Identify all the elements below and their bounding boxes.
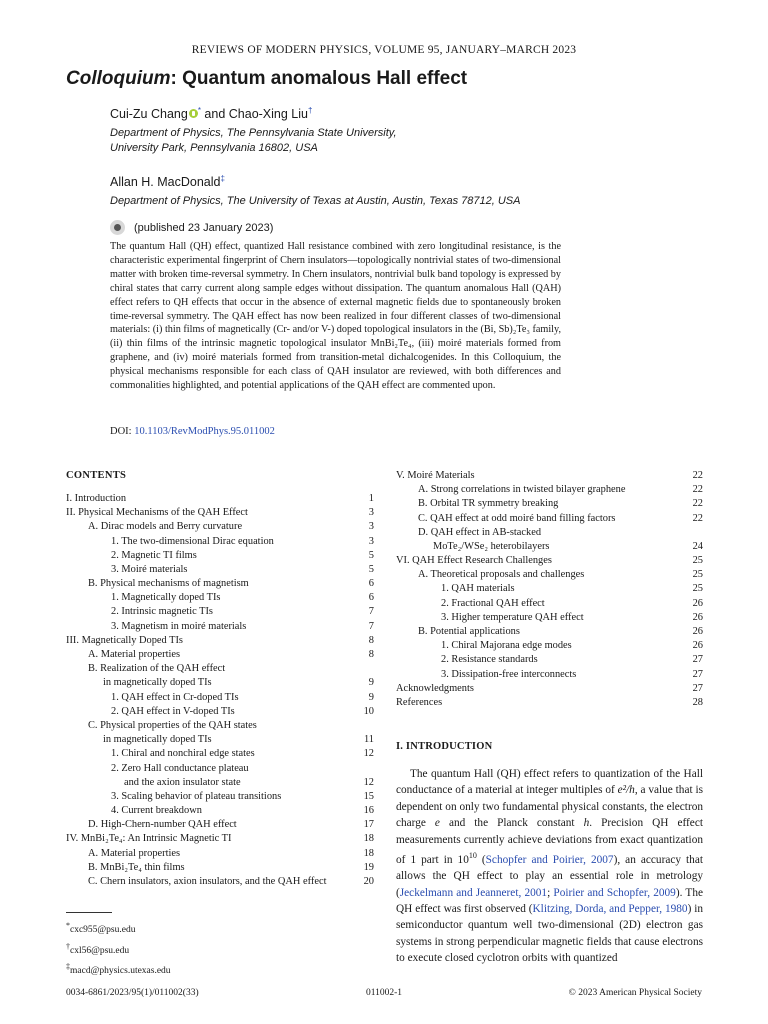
toc-entry-title: C. Physical properties of the QAH states [88,719,257,731]
toc-entry-page: 15 [363,790,374,802]
affiliation-ut-austin [110,194,520,209]
author-line-1 [110,106,312,121]
toc-entry-title: B. Orbital TR symmetry breaking [418,498,559,510]
toc-entry[interactable] [66,705,374,719]
footer-page-number: 011002-1 [365,988,403,998]
toc-entry-title: D. High-Chern-number QAH effect [88,819,237,831]
toc-entry[interactable] [396,682,703,696]
toc-entry-title: 1. Chiral Majorana edge modes [441,640,572,652]
footnote-mark: † [66,941,70,951]
toc-entry-page: 28 [692,696,703,708]
toc-entry[interactable] [396,583,703,597]
author-mark-2[interactable]: † [307,106,313,115]
toc-entry-title: 1. The two-dimensional Dirac equation [111,535,274,547]
article-title [66,68,467,90]
abstract-text: , (iii) moiré materials formed from graphene, and (iv) moiré materials formed from transition-metal dichalcogenides. In this Colloquium, the physical mechanisms responsible for each class of QAH insulator are reviewed, with both differences and commonalities highlighted, and potential applications of the QAH effect are commented upon. [110,338,561,392]
toc-entry-title: C. Chern insulators, axion insulators, and the QAH effect [88,876,327,888]
toc-entry[interactable] [66,719,374,733]
toc-entry[interactable] [396,497,703,511]
toc-entry-title: in magnetically doped TIs [103,734,212,746]
toc-entry-page: 17 [363,819,374,831]
exponent: 10 [468,851,477,861]
toc-entry-page: 25 [692,583,703,595]
toc-entry-title: 4. Current breakdown [111,805,202,817]
toc-entry[interactable] [396,653,703,667]
toc-entry-title: B. Potential applications [418,626,520,638]
toc-entry-title: References [396,696,443,708]
title-main: : Quantum anomalous Hall effect [170,68,468,89]
toc-entry-title: 3. Magnetism in moiré materials [111,620,247,632]
toc-entry-page: 27 [692,654,703,666]
toc-entry[interactable] [66,591,374,605]
toc-entry-title: 3. Moiré materials [111,563,188,575]
abstract-text: family, (ii) thin films of the intrinsic magnetic topological insulator [110,324,561,350]
toc-entry[interactable] [66,506,374,520]
toc-entry[interactable] [66,535,374,549]
toc-entry[interactable] [66,790,374,804]
toc-entry-page: 22 [692,512,703,524]
toc-entry-title: 2. QAH effect in V-doped TIs [111,705,235,717]
orcid-icon[interactable] [189,109,198,118]
toc-entry[interactable] [66,662,374,676]
toc-entry[interactable] [396,512,703,526]
section-heading-introduction: I. INTRODUCTION [396,741,493,752]
toc-entry-page: 9 [368,677,374,689]
toc-entry-title: in magnetically doped TIs [103,677,212,689]
toc-entry-title: B. Realization of the QAH effect [88,663,226,675]
toc-entry-page: 19 [363,861,374,873]
author-chang: Cui-Zu Chang [110,107,188,122]
toc-entry-title: 1. QAH materials [441,583,515,595]
contents-list-right [396,469,703,710]
author-line-2 [110,174,225,189]
toc-entry[interactable] [66,648,374,662]
toc-entry[interactable] [396,469,703,483]
title-prefix: Colloquium [66,68,171,89]
toc-entry-title: A. Strong correlations in twisted bilayer graphene [418,484,626,496]
footnote-item [66,959,171,980]
toc-entry-title: Acknowledgments [396,682,474,694]
toc-entry[interactable] [66,492,374,506]
footnotes [66,918,171,980]
toc-entry-page: 5 [368,563,374,575]
toc-entry[interactable] [66,549,374,563]
check-for-updates-icon[interactable] [110,220,125,235]
toc-entry[interactable] [396,696,703,710]
toc-entry-title: III. Magnetically Doped TIs [66,634,183,646]
toc-entry-page: 26 [692,597,703,609]
toc-entry[interactable] [66,804,374,818]
toc-entry-title: 1. Chiral and nonchiral edge states [111,748,255,760]
toc-entry-page: 5 [368,549,374,561]
toc-entry-title: MoTe₂/WSe₂ heterobilayers [433,540,550,552]
toc-entry[interactable] [396,568,703,582]
body-text: . Precision QH effect measurements currently achieve deviations from exact quantization of 1 part in 10 [396,817,703,866]
toc-entry-title: B. MnBi₂Te₄ thin films [88,861,185,873]
toc-entry-page: 25 [692,555,703,567]
footnote-email[interactable]: cxc955@psu.edu [70,925,136,936]
author-mark-3[interactable]: ‡ [220,174,225,183]
toc-entry-title: 2. Magnetic TI films [111,549,197,561]
toc-entry-page: 26 [692,640,703,652]
published-text: (published 23 January 2023) [134,221,274,234]
body-text: ) in semiconductor quantum well two-dimensional (2D) electron gas systems in strong perpendicular magnetic fields that cause electrons to execute closed cyclotron orbits with quantized [396,903,704,965]
citation-link[interactable]: Poirier and Schopfer, 2009 [553,886,676,899]
toc-entry[interactable] [66,634,374,648]
toc-entry[interactable] [66,762,374,776]
footnote-email[interactable]: cxl56@psu.edu [70,945,130,956]
toc-entry-title: 2. Zero Hall conductance plateau [111,762,249,774]
toc-entry-page: 7 [368,606,374,618]
formula-bisbte: (Bi, Sb)₂Te₃ [480,324,530,336]
toc-entry-page: 1 [368,492,374,504]
toc-entry-page: 18 [363,847,374,859]
toc-entry-page: 8 [368,649,374,661]
author-macdonald: Allan H. MacDonald [110,175,221,190]
body-text: and the Planck constant [439,817,584,830]
toc-entry[interactable] [396,639,703,653]
toc-entry-title: 3. Dissipation-free interconnects [441,668,577,680]
toc-entry-page: 16 [363,805,374,817]
citation-link[interactable]: Klitzing, Dorda, and Pepper, 1980 [532,903,688,916]
toc-entry-page: 26 [692,611,703,623]
footnote-item [66,939,171,960]
affiliation-line: Department of Physics, The Pennsylvania State University, [110,127,397,139]
toc-entry-page: 22 [692,484,703,496]
toc-entry[interactable] [66,747,374,761]
toc-entry-page: 18 [363,833,374,845]
footnote-mark: * [66,921,70,930]
toc-entry-title: D. QAH effect in AB-stacked [418,526,542,538]
author-liu: Chao-Xing Liu [228,107,308,122]
toc-entry-title: A. Material properties [88,649,181,661]
journal-header: REVIEWS OF MODERN PHYSICS, VOLUME 95, JANUARY–MARCH 2023 [191,44,577,56]
toc-entry-title: II. Physical Mechanisms of the QAH Effect [66,507,248,519]
toc-entry[interactable] [66,833,374,847]
introduction-paragraph [396,766,703,967]
citation-link[interactable]: Jeckelmann and Jeanneret, 2001 [399,886,548,899]
toc-entry-page: 3 [368,507,374,519]
toc-entry[interactable] [396,625,703,639]
body-text: ( [476,853,486,866]
footer-issn: 0034-6861/2023/95(1)/011002(33) [66,988,199,998]
body-text: ; [547,886,554,899]
toc-entry-page: 27 [692,682,703,694]
toc-entry-title: and the axion insulator state [124,776,241,788]
toc-entry[interactable] [66,733,374,747]
footnote-email[interactable]: macd@physics.utexas.edu [70,966,171,977]
body-text: ), an accuracy that allows the QH effect to play an essential role in metrology ( [396,853,703,899]
toc-entry[interactable] [66,563,374,577]
toc-entry[interactable] [66,577,374,591]
toc-entry-page: 22 [692,498,703,510]
toc-entry-page: 27 [692,668,703,680]
toc-entry-title: A. Material properties [88,847,181,859]
toc-entry[interactable] [66,818,374,832]
toc-entry[interactable] [66,875,374,889]
toc-entry-title: VI. QAH Effect Research Challenges [396,555,552,567]
toc-entry-title: V. Moiré Materials [396,469,475,481]
toc-entry[interactable] [396,554,703,568]
toc-entry[interactable] [66,847,374,861]
equation: e [434,817,440,830]
toc-entry[interactable] [66,606,374,620]
toc-entry-title: 1. QAH effect in Cr-doped TIs [111,691,239,703]
contents-list-left [66,492,374,889]
toc-entry-page: 26 [692,626,703,638]
toc-entry-page: 24 [692,540,703,552]
toc-entry[interactable] [66,520,374,534]
toc-entry-page: 9 [368,691,374,703]
doi-line [110,426,275,437]
publication-date [110,220,273,235]
toc-entry[interactable] [396,540,703,554]
toc-entry[interactable] [66,620,374,634]
contents-heading: CONTENTS [66,470,127,481]
toc-entry[interactable] [396,611,703,625]
toc-entry-page: 7 [368,620,374,632]
formula-mnbite: MnBi₂Te₄ [370,338,412,350]
citation-link[interactable]: Schopfer and Poirier, 2007 [485,853,614,866]
toc-entry[interactable] [396,597,703,611]
doi-link[interactable]: 10.1103/RevModPhys.95.011002 [134,426,275,437]
body-text: The quantum Hall (QH) effect refers to quantization of the Hall conductance of a material at integer multiples of [396,768,703,797]
toc-entry[interactable] [66,861,374,875]
toc-entry[interactable] [66,776,374,790]
footnote-mark: ‡ [66,962,70,972]
body-text: , a value that is dependent on only two fundamental physical constants, the electron charge [396,784,703,830]
toc-entry-page: 6 [368,578,374,590]
toc-entry-title: 1. Magnetically doped TIs [111,592,221,604]
toc-entry-page: 8 [368,634,374,646]
affiliation-line: University Park, Pennsylvania 16802, USA [110,142,318,154]
author-conjunction: and [200,107,229,122]
footnote-divider [66,912,112,913]
author-mark-1[interactable]: * [197,106,201,115]
toc-entry-page: 11 [363,734,374,746]
toc-entry-title: 3. Scaling behavior of plateau transitions [111,790,282,802]
equation: h [583,817,590,830]
toc-entry-page: 3 [368,521,374,533]
toc-entry-page: 6 [368,592,374,604]
affiliation-line: Department of Physics, The University of Texas at Austin, Austin, Texas 78712, USA [110,195,521,207]
toc-entry-title: A. Theoretical proposals and challenges [418,569,585,581]
toc-entry[interactable] [66,691,374,705]
toc-entry-title: B. Physical mechanisms of magnetism [88,578,249,590]
toc-entry[interactable] [396,668,703,682]
equation: e²/h [617,784,635,797]
toc-entry-title: 2. Intrinsic magnetic TIs [111,606,213,618]
toc-entry-title: I. Introduction [66,492,127,504]
toc-entry-title: C. QAH effect at odd moiré band filling factors [418,512,616,524]
toc-entry-page: 12 [363,748,374,760]
toc-entry-title: 3. Higher temperature QAH effect [441,611,584,623]
footnote-item [66,918,171,939]
doi-label: DOI: [110,426,135,437]
toc-entry-page: 10 [363,705,374,717]
toc-entry-page: 3 [368,535,374,547]
toc-entry-page: 25 [692,569,703,581]
affiliation-penn-state [110,126,397,156]
toc-entry-title: 2. Fractional QAH effect [441,597,545,609]
body-text: ). The QH effect was first observed ( [396,886,703,916]
abstract-text: The quantum Hall (QH) effect, quantized Hall resistance combined with zero longitudinal resistance, is the characteristic experimental fingerprint of Chern insulators—topologically nontrivial states of two-dimensional matter with broken time-reversal symmetry. In Chern insulators, nontrivial bulk band topology is expressed by chiral states that carry current along sample edges without dissipation. The quantum anomalous Hall (QAH) effect refers to QH effects that occur in the absence of external magnetic fields due to spontaneously broken time-reversal symmetry. The QAH effect has now been realized in four different classes of two-dimensional materials: (i) thin films of magnetically (Cr- and/or V-) doped topological insulators in the [110,241,561,336]
toc-entry[interactable] [396,483,703,497]
toc-entry-page: 22 [692,469,703,481]
toc-entry-page: 12 [363,776,374,788]
toc-entry-title: IV. MnBi₂Te₄: An Intrinsic Magnetic TI [66,833,232,845]
abstract [110,240,561,393]
toc-entry-page: 20 [363,876,374,888]
toc-entry[interactable] [396,526,703,540]
toc-entry[interactable] [66,676,374,690]
toc-entry-title: 2. Resistance standards [441,654,538,666]
introduction-body [396,766,703,967]
footer-copyright: © 2023 American Physical Society [568,988,702,998]
toc-entry-title: A. Dirac models and Berry curvature [88,521,243,533]
